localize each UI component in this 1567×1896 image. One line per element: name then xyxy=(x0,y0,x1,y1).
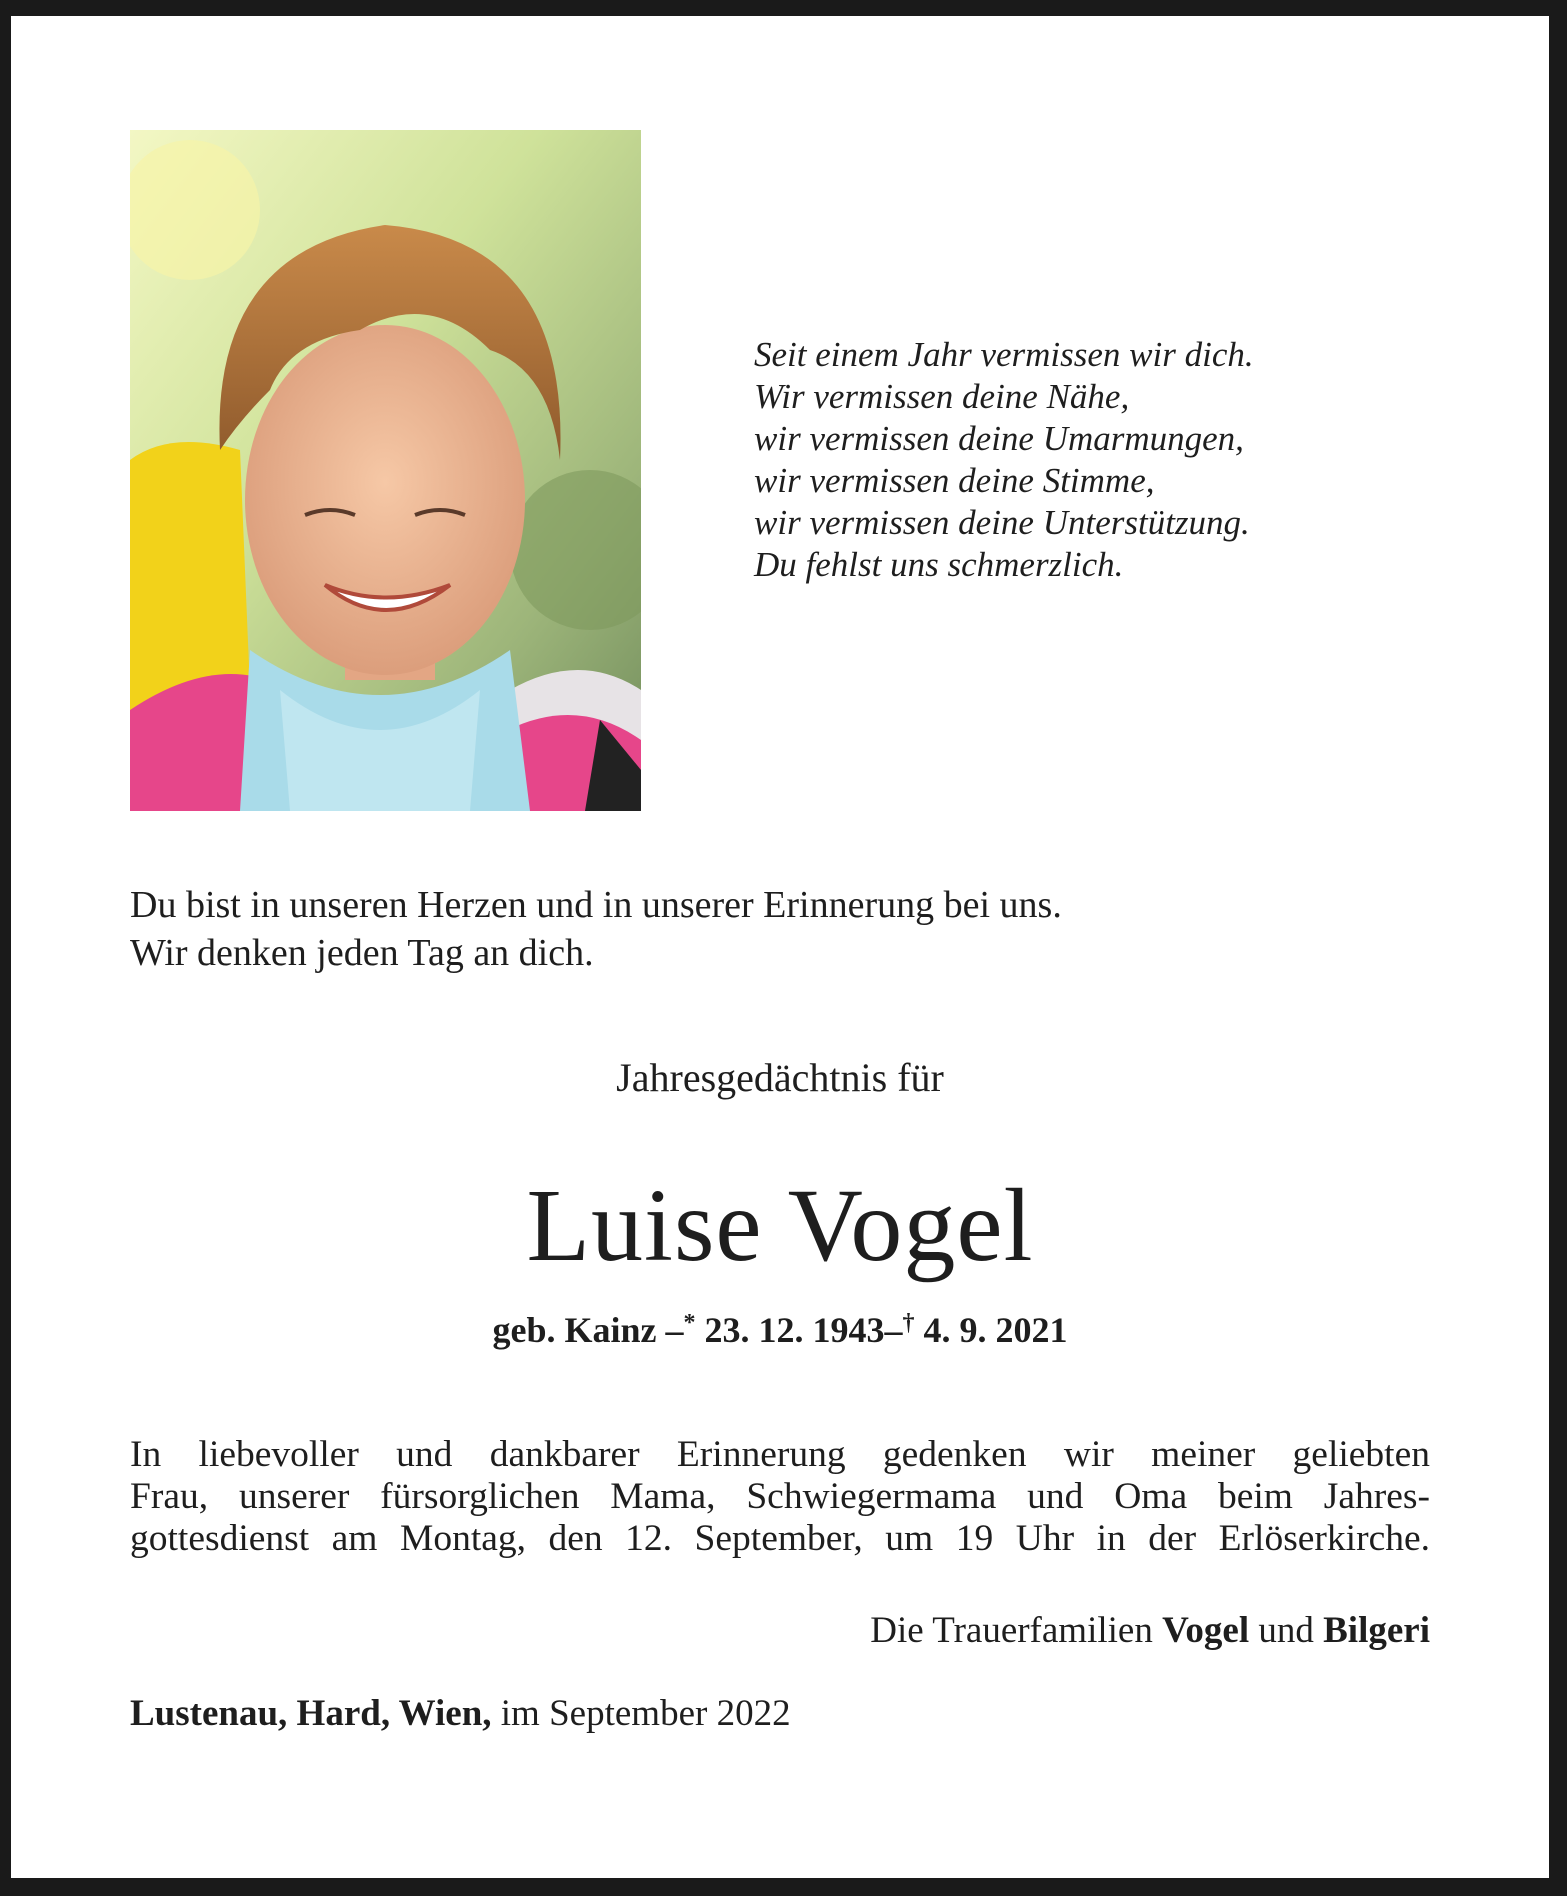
life-dates xyxy=(11,1300,1549,1353)
memorial-poem xyxy=(754,334,1454,586)
remembrance-line: Wir denken jeden Tag an dich. xyxy=(130,932,594,974)
remembrance-line: Du bist in unseren Herzen und in unserer Erinnerung bei uns. xyxy=(130,884,1062,926)
service-line: In liebevoller und dankbarer Erinnerung gedenken wir meiner geliebten xyxy=(130,1434,1430,1475)
birth-date: 23. 12. 1943 xyxy=(704,1310,885,1350)
poem-line: wir vermissen deine Umarmungen, xyxy=(754,419,1244,458)
towns: Lustenau, Hard, Wien, xyxy=(130,1693,492,1734)
publication-date: im September 2022 xyxy=(500,1693,791,1734)
remembrance-text xyxy=(130,881,1430,977)
separator: – xyxy=(884,1310,903,1350)
place-and-date xyxy=(130,1691,791,1737)
obituary-card xyxy=(11,16,1549,1878)
poem-line: wir vermissen deine Unterstützung. xyxy=(754,503,1250,542)
portrait-photo xyxy=(130,130,641,811)
memorial-heading: Jahresgedächtnis für xyxy=(616,1055,944,1100)
birth-name: geb. Kainz xyxy=(492,1310,657,1350)
deceased-name: Luise Vogel xyxy=(526,1168,1034,1283)
family-name-bilgeri: Bilgeri xyxy=(1323,1610,1430,1651)
death-symbol: † xyxy=(902,1310,915,1336)
birth-symbol: * xyxy=(683,1310,696,1336)
portrait-illustration xyxy=(130,130,641,811)
death-date: 4. 9. 2021 xyxy=(923,1310,1068,1350)
poem-line: Du fehlst uns schmerzlich. xyxy=(754,545,1124,584)
poem-line: wir vermissen deine Stimme, xyxy=(754,461,1155,500)
family-prefix: Die Trauerfamilien xyxy=(870,1610,1153,1651)
family-conjunction: und xyxy=(1258,1610,1314,1651)
service-line: gottesdienst am Montag, den 12. September, um 19 Uhr in der Erlöserkirche. xyxy=(130,1518,1430,1559)
poem-line: Seit einem Jahr vermissen wir dich. xyxy=(754,335,1254,374)
family-name-vogel: Vogel xyxy=(1162,1610,1250,1651)
family-signature xyxy=(870,1608,1430,1654)
separator: – xyxy=(665,1310,684,1350)
service-announcement xyxy=(130,1434,1430,1560)
service-line: Frau, unserer fürsorglichen Mama, Schwiegermama und Oma beim Jahres- xyxy=(130,1476,1430,1517)
poem-line: Wir vermissen deine Nähe, xyxy=(754,377,1130,416)
